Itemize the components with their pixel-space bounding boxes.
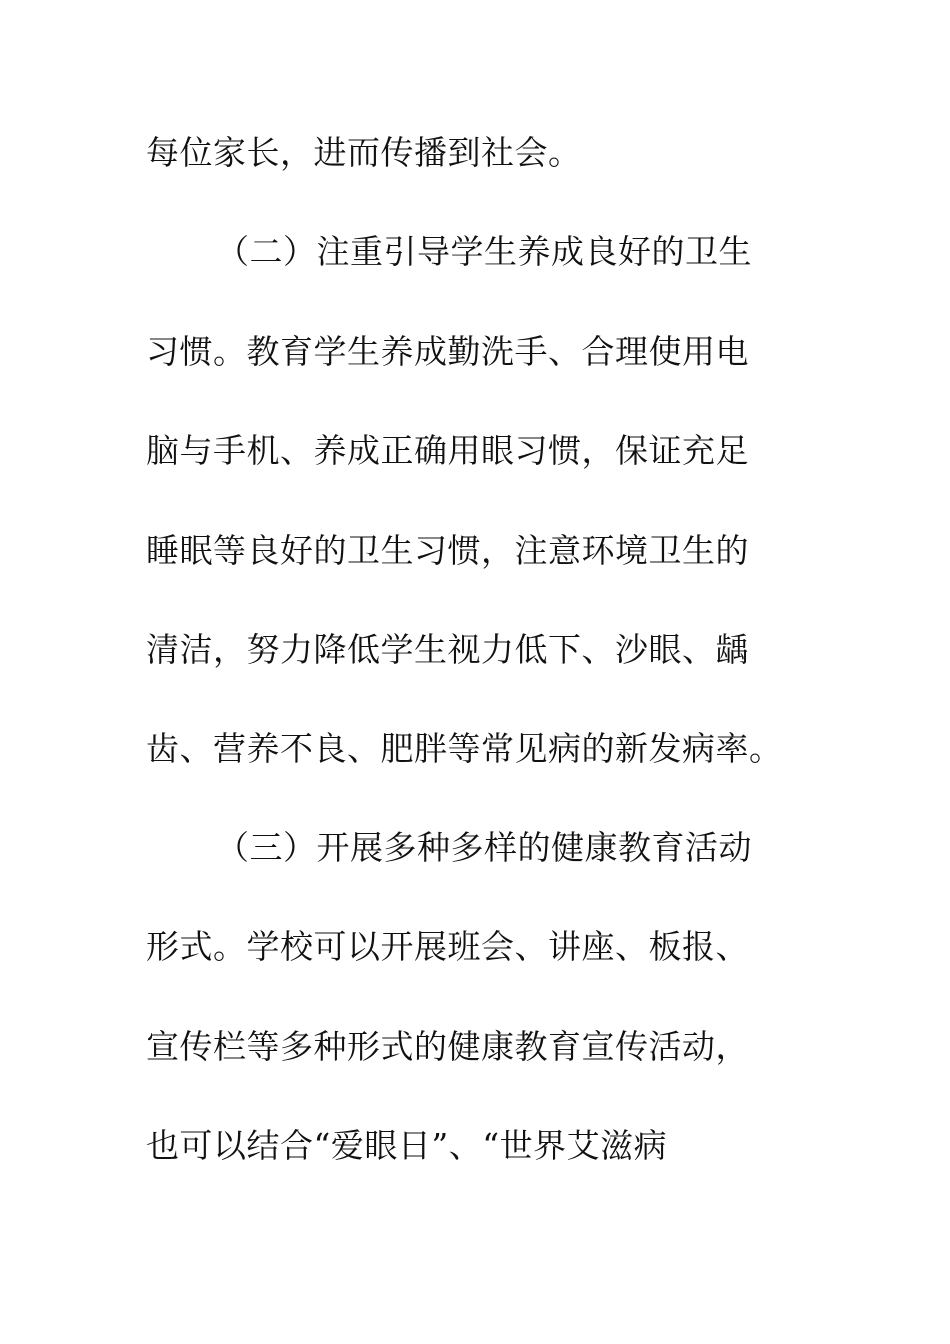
text-line-11: 也可以结合“爱眼日”、“世界艾滋病 xyxy=(146,1126,668,1165)
text-line-6: 清洁，努力降低学生视力低下、沙眼、龋 xyxy=(146,630,749,669)
text-line-7: 齿、营养不良、肥胖等常见病的新发病率。 xyxy=(146,729,783,768)
text-line-5: 睡眠等良好的卫生习惯，注意环境卫生的 xyxy=(146,531,749,570)
text-line-1: 每位家长，进而传播到社会。 xyxy=(146,133,582,172)
text-line-9: 形式。学校可以开展班会、讲座、板报、 xyxy=(146,927,749,966)
text-line-10: 宣传栏等多种形式的健康教育宣传活动， xyxy=(146,1027,749,1066)
section-heading-3: （三）开展多种多样的健康教育活动 xyxy=(216,828,752,867)
text-line-4: 脑与手机、养成正确用眼习惯，保证充足 xyxy=(146,431,749,470)
text-line-3: 习惯。教育学生养成勤洗手、合理使用电 xyxy=(146,332,749,371)
section-heading-2: （二）注重引导学生养成良好的卫生 xyxy=(216,232,752,271)
